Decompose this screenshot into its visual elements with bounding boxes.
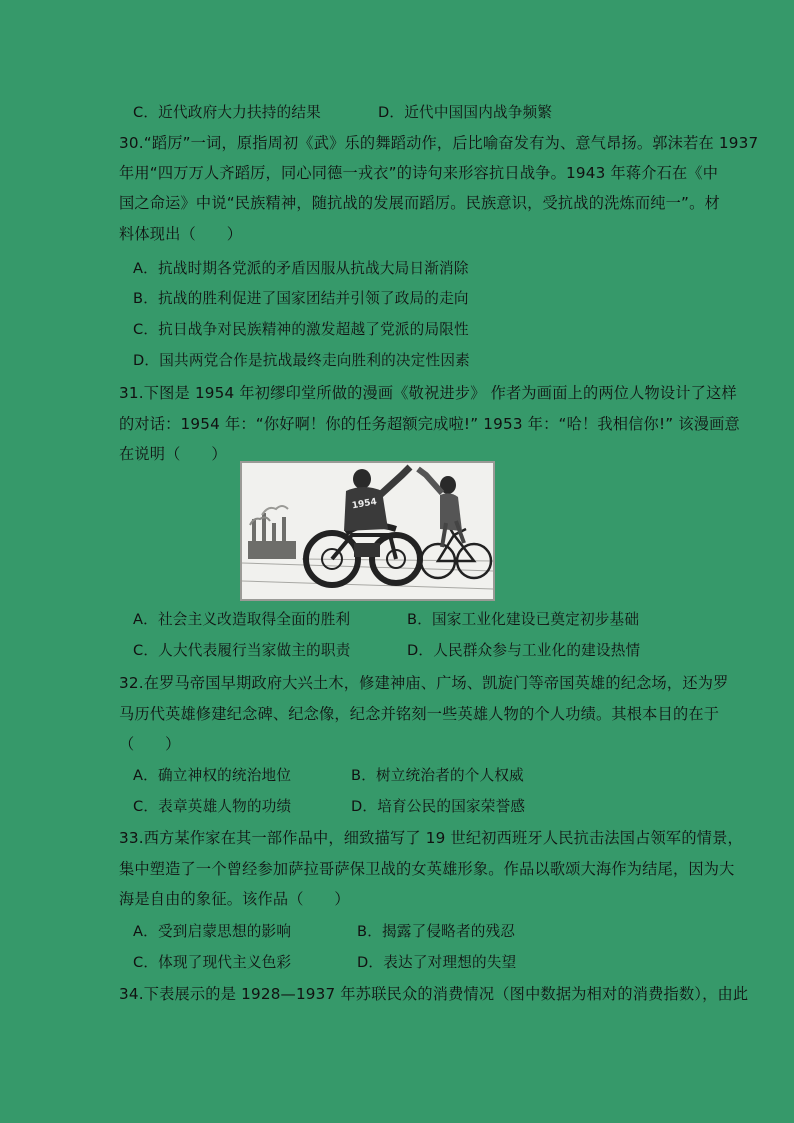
q32-stem-line-3: （ ）: [119, 735, 181, 753]
q30-stem-line-2: 年用“四万万人齐蹈厉，同心同德一戎衣”的诗句来形容抗日战争。1943 年蒋介石在《中: [119, 164, 719, 182]
q29-option-d: D．近代中国国内战争频繁: [378, 104, 553, 121]
q34-stem-line-1: 34.下表展示的是 1928—1937 年苏联民众的消费情况（图中数据为相对的消费指数），由此: [119, 985, 749, 1003]
q33-stem-line-1: 33.西方某作家在其一部作品中，细致描写了 19 世纪初西班牙人民抗击法国占领军的情景，: [119, 829, 743, 847]
q31-option-b: B．国家工业化建设已奠定初步基础: [407, 611, 640, 628]
rider-1954: [344, 467, 410, 531]
q32-option-a: A．确立神权的统治地位: [133, 767, 292, 784]
q33-stem-line-3: 海是自由的象征。该作品（ ）: [119, 890, 350, 908]
q31-stem-line-3: 在说明（ ）: [119, 445, 227, 463]
q31-option-d: D．人民群众参与工业化的建设热情: [407, 642, 641, 659]
rider-label-1954: 1954: [351, 497, 378, 512]
q30-stem-line-4: 料体现出（ ）: [119, 225, 243, 243]
q33-option-c: C．体现了现代主义色彩: [133, 954, 292, 971]
q32-stem-line-1: 32.在罗马帝国早期政府大兴土木，修建神庙、广场、凯旋门等帝国英雄的纪念场，还为罗: [119, 674, 729, 692]
q31-stem-line-2: 的对话：1954 年：“你好啊！你的任务超额完成啦!” 1953 年：“哈！我相信你!” 该漫画意: [119, 415, 740, 433]
q30-stem-line-1: 30.“蹈厉”一词，原指周初《武》乐的舞蹈动作，后比喻奋发有为、意气昂扬。郭沫若在 1937: [119, 134, 759, 152]
q30-stem-line-3: 国之命运》中说“民族精神，随抗战的发展而蹈厉。民族意识，受抗战的洗炼而纯一”。材: [119, 194, 720, 212]
q33-stem-line-2: 集中塑造了一个曾经参加萨拉哥萨保卫战的女英雄形象。作品以歌颂大海作为结尾，因为大: [119, 860, 735, 878]
q31-stem-line-1: 31.下图是 1954 年初缪印堂所做的漫画《敬祝进步》 作者为画面上的两位人物设计了这样: [119, 384, 737, 402]
q33-option-d: D．表达了对理想的失望: [357, 954, 517, 971]
q32-stem-line-2: 马历代英雄修建纪念碑、纪念像，纪念并铭刻一些英雄人物的个人功绩。其根本目的在于: [119, 705, 720, 723]
q31-option-c: C．人大代表履行当家做主的职责: [133, 642, 351, 659]
q30-option-a: A．抗战时期各党派的矛盾因服从抗战大局日渐消除: [133, 260, 469, 277]
factory-silhouette: [248, 506, 296, 559]
cyclist-1953: [418, 469, 464, 547]
q30-option-d: D．国共两党合作是抗战最终走向胜利的决定性因素: [133, 352, 470, 369]
q33-option-b: B．揭露了侵略者的残忍: [357, 923, 516, 940]
q33-option-a: A．受到启蒙思想的影响: [133, 923, 292, 940]
q30-option-c: C．抗日战争对民族精神的激发超越了党派的局限性: [133, 321, 469, 338]
q32-option-b: B．树立统治者的个人权威: [351, 767, 524, 784]
q29-option-c: C．近代政府大力扶持的结果: [133, 104, 321, 121]
motorcycle: [306, 525, 420, 585]
cartoon-illustration: [242, 463, 493, 599]
q31-option-a: A．社会主义改造取得全面的胜利: [133, 611, 351, 628]
q30-option-b: B．抗战的胜利促进了国家团结并引领了政局的走向: [133, 290, 469, 307]
cartoon-image: [240, 461, 495, 601]
q32-option-c: C．表章英雄人物的功绩: [133, 798, 292, 815]
q32-option-d: D．培育公民的国家荣誉感: [351, 798, 526, 815]
